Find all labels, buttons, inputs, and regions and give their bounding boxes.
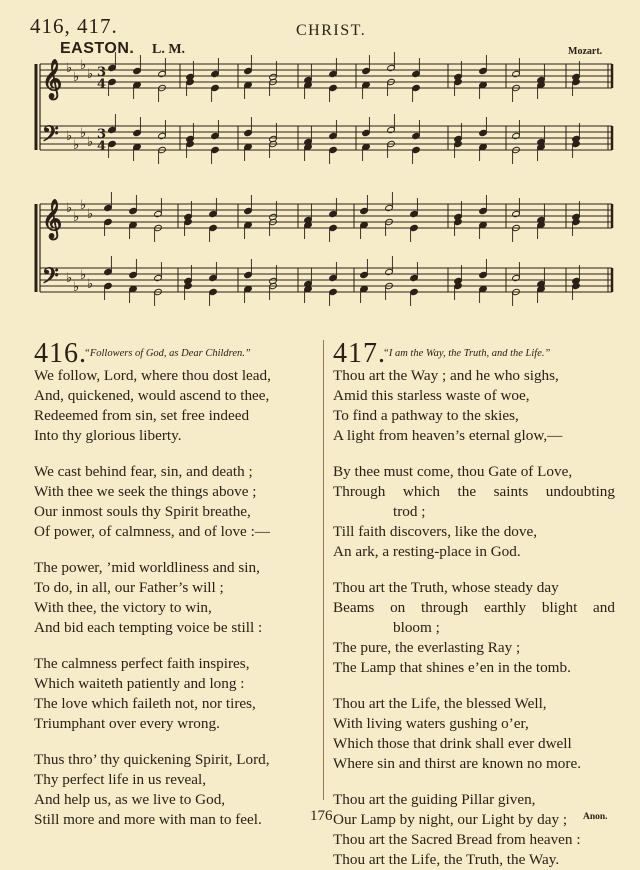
verse-line: Thou art the Life, the Truth, the Way. — [333, 851, 560, 868]
verse-line: The Lamp that shines e’en in the tomb. — [333, 659, 571, 676]
verse-line: Thou art the Sacred Bread from heaven : — [333, 831, 581, 848]
section-title: CHRIST. — [296, 22, 367, 39]
stanza — [333, 790, 623, 870]
stanza — [34, 654, 316, 734]
verse-line: Still more and more with man to feel. — [34, 811, 262, 828]
verse-line: The pure, the everlasting Ray ; — [333, 639, 521, 656]
flat-icon: ♭ — [73, 70, 80, 85]
verse-line: We follow, Lord, where thou dost lead, — [34, 367, 271, 384]
hymn-text — [333, 366, 623, 870]
flat-icon: ♭ — [73, 210, 80, 225]
treble-clef-icon: 𝄞 — [42, 199, 63, 239]
stanza — [333, 462, 623, 562]
verse-line: bloom ; — [393, 619, 440, 636]
hymn-number: 417. — [333, 338, 386, 369]
verse-line: To do, in all, our Father’s will ; — [34, 579, 224, 596]
column-divider — [323, 340, 324, 800]
verse-line: Our inmost souls thy Spirit breathe, — [34, 503, 251, 520]
verse-line: Thus thro’ thy quickening Spirit, Lord, — [34, 751, 270, 768]
verse-line: We cast behind fear, sin, and death ; — [34, 463, 253, 480]
verse-line: Thy perfect life in us reveal, — [34, 771, 207, 788]
stanza — [34, 558, 316, 638]
flat-icon: ♭ — [66, 61, 73, 76]
verse-line: By thee must come, thou Gate of Love, — [333, 463, 573, 480]
bass-clef-icon: 𝄢 — [42, 264, 59, 294]
verse-line: Thou art the Life, the blessed Well, — [333, 695, 547, 712]
flat-icon: ♭ — [73, 280, 80, 295]
flat-icon: ♭ — [80, 126, 87, 141]
hymn-numbers-heading: 416, 417. — [30, 14, 118, 38]
verse-line: The power, ’mid worldliness and sin, — [34, 559, 260, 576]
composer: Mozart. — [568, 46, 603, 57]
flat-icon: ♭ — [87, 67, 94, 82]
flat-icon: ♭ — [80, 268, 87, 283]
verse-line: A light from heaven’s eternal glow,— — [333, 427, 563, 444]
treble-clef-icon: 𝄞 — [42, 59, 63, 99]
bass-clef-icon: 𝄢 — [42, 122, 59, 152]
verse-line: Thou art the Truth, whose steady day — [333, 579, 559, 596]
flat-icon: ♭ — [66, 129, 73, 144]
verse-line: Amid this starless waste of woe, — [333, 387, 530, 404]
stanza — [34, 366, 316, 446]
stanza — [34, 750, 316, 830]
time-signature-top: 3 — [97, 127, 107, 142]
stanza — [333, 694, 623, 774]
flat-icon: ♭ — [80, 58, 87, 73]
flat-icon: ♭ — [66, 271, 73, 286]
verse-line: Thou art the guiding Pillar given, — [333, 791, 536, 808]
verse-line: An ark, a resting-place in God. — [333, 543, 521, 560]
verse-line: Beams on through earthly blight and — [333, 599, 615, 616]
verse-line: Of power, of calmness, and of love :— — [34, 523, 270, 540]
hymn-417 — [333, 340, 623, 870]
verse-line: And bid each tempting voice be still : — [34, 619, 263, 636]
verse-line: trod ; — [393, 503, 426, 520]
hymn-number: 416. — [34, 338, 87, 369]
verse-line: With thee we seek the things above ; — [34, 483, 257, 500]
verse-line: Thou art the Way ; and he who sighs, — [333, 367, 559, 384]
flat-icon: ♭ — [73, 138, 80, 153]
verse-line: Where sin and thirst are known no more. — [333, 755, 581, 772]
stanza — [34, 462, 316, 542]
attribution: Anon. — [583, 812, 608, 822]
time-signature-bottom: 4 — [97, 139, 107, 154]
verse-line: Our Lamp by night, our Light by day ; — [333, 811, 568, 828]
hymn-416 — [34, 340, 316, 830]
music-notation — [0, 0, 640, 340]
verse-line: Redeemed from sin, set free indeed — [34, 407, 250, 424]
verse-line: The love which faileth not, nor tires, — [34, 695, 256, 712]
stanza — [333, 578, 623, 678]
verse-line: And help us, as we live to God, — [34, 791, 226, 808]
verse-line: Till faith discovers, like the dove, — [333, 523, 538, 540]
flat-icon: ♭ — [87, 135, 94, 150]
flat-icon: ♭ — [87, 207, 94, 222]
verse-line: With thee, the victory to win, — [34, 599, 212, 616]
verse-line: Which those that drink shall ever dwell — [333, 735, 572, 752]
verse-line: Which waiteth patiently and long : — [34, 675, 245, 692]
verse-line: The calmness perfect faith inspires, — [34, 655, 250, 672]
flat-icon: ♭ — [66, 201, 73, 216]
time-signature-top: 3 — [97, 65, 107, 80]
hymn-text — [34, 366, 316, 830]
verse-line: With living waters gushing o’er, — [333, 715, 529, 732]
stanza — [333, 366, 623, 446]
verse-line: Triumphant over every wrong. — [34, 715, 220, 732]
hymn-subtitle: “Followers of God, as Dear Children.” — [84, 348, 251, 359]
flat-icon: ♭ — [87, 277, 94, 292]
time-signature-bottom: 4 — [97, 77, 107, 92]
verse-line: To find a pathway to the skies, — [333, 407, 519, 424]
tune-meter: L. M. — [152, 42, 186, 57]
verse-line: Through which the saints undoubting — [333, 483, 615, 500]
verse-line: Into thy glorious liberty. — [34, 427, 182, 444]
hymn-subtitle: “I am the Way, the Truth, and the Life.” — [383, 348, 551, 359]
tune-name: EASTON. — [60, 40, 135, 57]
flat-icon: ♭ — [80, 198, 87, 213]
page-number: 176 — [310, 808, 333, 824]
verse-line: And, quickened, would ascend to thee, — [34, 387, 270, 404]
